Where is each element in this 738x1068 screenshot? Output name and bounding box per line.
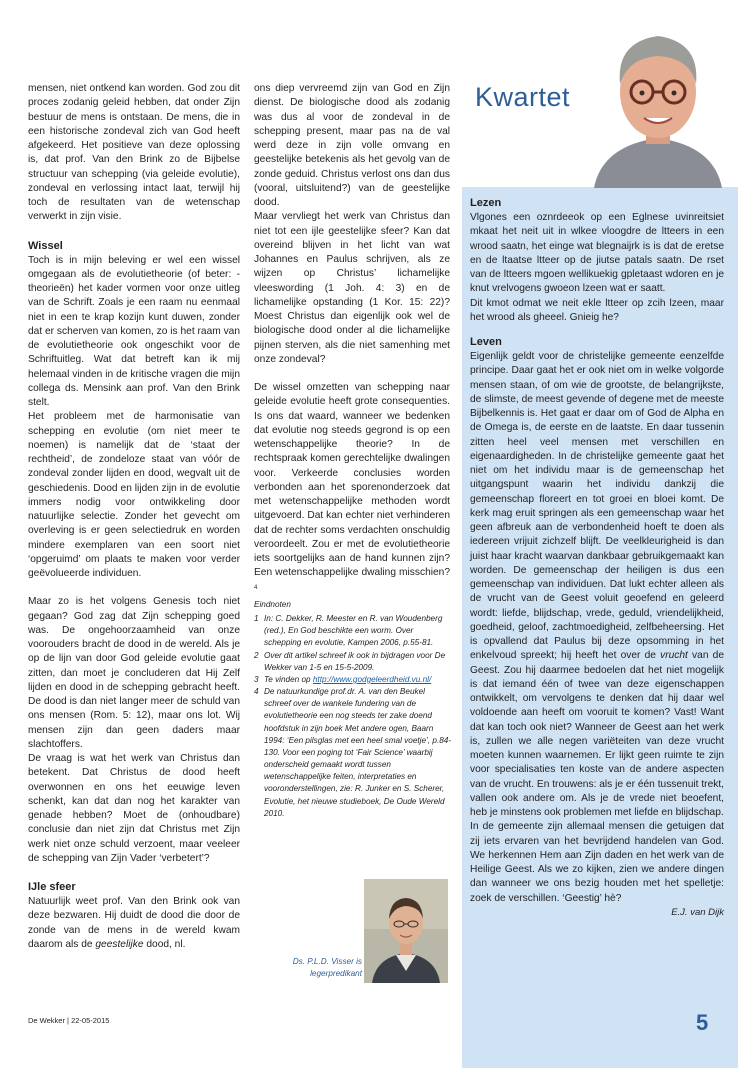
paragraph: mensen, niet ontkend kan worden. God zou dit proces zodanig geleid hebben, dat onder Zijn bestuur de mens is ontstaan. De mens, die in een historische zondeval zich van God heeft afgekeerd. Het positieve van deze oplossing is, dat prof. Van den Brink zo de Bijbelse structuur van schepping (via geleide evolutie), zondeval en verlossing intact laat, terwijl hij toch de resultaten van de wetenschap verwerkt in zijn visie. — [28, 83, 240, 223]
endnote-text: De natuurkundige prof.dr. A. van den Beukel schreef over de wankele fundering van de evolutietheorie een nog steeds ter zake doend hoofdstuk in zijn boek Met andere ogen, Baarn 1994: ‘Een pilsglas met een heel smal voetje’, p.84-130. Voor een poging tot ‘Fair Science’ waarbij onderscheid gemaakt wordt tussen wetenschappelijke feiten, interpretaties en vooronderstellingen, zie: R. Junker en S. Scherer, Evolutie, het nieuwe studieboek, De Oude Wereld 2010. — [264, 687, 452, 818]
paragraph: Maar vervliegt het werk van Christus dan niet tot een ijle geestelijke sfeer? Kan dat overeind blijven in het licht van wat Johannes en Paulus schrijven, als ze wijzen op Christus’ lichamelijke vleeswording (1 Joh. 4: 3) en de lichamelijke opstanding (1 Kor. 15: 22)? Moest Christus dan eigenlijk ook wel de biologische dood onder al die lichamelijke pijnen sterven, als die niet samenhing met onze zondeval? — [254, 211, 450, 365]
paragraph: ons diep vervreemd zijn van God en Zijn dienst. De biologische dood als zodanig was dus al voor de zondeval in de schepping present, maar pas na de val werd deze in zijn volle omvang en geestelijke betekenis als het gevolg van de zonde geduid. Christus verlost ons dan dus (vooral, uitsluitend?) van de geestelijke dood. — [254, 83, 450, 208]
section-heading-ijle-sfeer: IJle sfeer — [28, 881, 76, 893]
endnote-number: 3 — [254, 674, 259, 684]
endnote — [254, 650, 452, 674]
section-heading-leven: Leven — [470, 336, 502, 348]
paragraph: Dit kmot odmat we neit ekle ltteer op zcih lzeen, maar het wrood als gheeel. Gnieig he? — [470, 297, 724, 323]
italic-text-run: vrucht — [660, 650, 688, 662]
endnote-number: 4 — [254, 687, 259, 697]
paragraph: De vraag is wat het werk van Christus dan betekent. Dat Christus de dood heeft overwonnen en ons het eeuwige leven schenkt, kan dat dan nog het karakter van genade hebben? Moet de (onhoudbare) conclusie dan niet zijn dat Christus met Zijn werk niet onze schuld verzoent, maar veeleer de schepping van Zijn Vader ‘verbetert’? — [28, 753, 240, 864]
text-run: van de Geest. Zou hij daarmee bedoelen dat het niet mogelijk is dat iemand één of twee van deze eigenschappen ontwikkelt, om vervolgens te denken dat hij daar wel voldoende aan heeft om vooruit te komen? Vast! Want dat kan toch ook niet? Wanneer de Geest aan het werk is, zullen we alle negen variëteiten van deze vrucht moeten kunnen waarnemen. Er lijkt geen ruimte te zijn voor specialisaties ten koste van de andere aspecten van de vrucht. En trouwens: als je er één tussenuit trekt, vallen ook andere om. Als je de vrede niet beoefent, heb je minstens ook problemen met liefde en blijdschap. — [470, 650, 724, 818]
endnote-link[interactable]: http://www.godgeleerdheid.vu.nl/ — [312, 674, 432, 684]
endnote-text: Te vinden op — [264, 674, 313, 684]
caption-line: Ds. P.L.D. Visser is — [292, 957, 362, 966]
endnote-text: Over dit artikel schreef ik ook in bijdragen voor De Wekker van 1-5 en 15-5-2009. — [264, 650, 446, 672]
endnote-number: 1 — [254, 614, 259, 624]
text-run: Eigenlijk geldt voor de christelijke gemeente eenzelfde principe. Daar gaat het er ook niet om in welke volgorde mensen staan, of om wie de grootste, de belangrijkste, de slimste, de meest gevende of degene met de meeste Bijbelkennis is. Het gaat er daar om of God de Alpha en de Omega is, de eerste en de laatste. En daar tussenin zitten heel veel mensen met verschillen en eigenaardigheden. In de christelijke gemeente gaat het niet om het individu maar is de gemeenschap het uitgangspunt waarin het individu dankzij die gemeenschap floreert en tot groei en bloei komt. De kerk mag eruit springen als een gemeenschap waar het geen afbreuk aan de verbondenheid hoeft te doen als iedereen vrijuit zichzelf blijft. De veelkleurigheid is dan juist haar kracht waarvan dankbaar gebruikgemaakt kan worden. De gemeenschap der heiligen is dus een gemeenschap van individuen. Dat lukt echter alleen als de vrucht van de Geest voluit geoefend en geleerd wordt: liefde, blijdschap, vrede, geduld, vriendelijkheid, goedheid, geloof, zachtmoedigheid, zelfbeheersing. Het is opvallend dat Paulus bij deze opsomming in het enkelvoud spreekt; hij heeft het over de — [470, 351, 724, 662]
paragraph — [470, 350, 724, 820]
sidebar-column — [470, 196, 724, 920]
endnotes — [254, 599, 452, 820]
paragraph: Toch is in mijn beleving er wel een wissel omgegaan als de evolutietheorie (of beter: -theorieën) het kader vormen voor onze uitleg van de Schrift. Zoals je een raam nu eenmaal niet in een te krap kozijn kunt duwen, zonder dat er scherven van komen, zo is het raam van de evolutietheorie ook ongeschikt voor de Schriftuitleg. Wat dat betreft kan ik mij helemaal vinden in de kritische vragen die mijn collega ds. Mensink aan prof. Van den Brink stelt. — [28, 254, 240, 408]
endnotes-title: Eindnoten — [254, 600, 291, 609]
endnote — [254, 686, 452, 820]
section-heading-wissel: Wissel — [28, 239, 63, 252]
footnote-ref: 4 — [254, 584, 258, 591]
italic-text-run: geestelijke — [95, 938, 144, 950]
footer-publication: De Wekker | 22-05-2015 — [28, 1016, 110, 1025]
endnote — [254, 613, 452, 649]
text-run: Natuurlijk weet prof. Van den Brink ook van deze bezwaren. Hij duidt de dood die door de zonde van de mens in de wereld kwam daarom als de — [28, 896, 240, 950]
paragraph: In de gemeente zijn allemaal mensen die getuigen dat zij iets ervaren van het bevrijdend handelen van God. We herkennen Hem aan Zijn daden en het werk van de Heilige Geest. Als we zo kijken, zien we andere dingen dan wanneer we ons bezig houden met het spelletje: zoek de verschillen. ‘Geestig’ hè? — [470, 821, 724, 904]
article-column-2 — [254, 82, 450, 598]
page-number: 5 — [696, 1010, 709, 1035]
endnote-number: 2 — [254, 650, 259, 660]
columnist-photo-image — [594, 22, 722, 188]
caption-line: legerpredikant — [310, 969, 362, 978]
text-run: De wissel omzetten van schepping naar geleide evolutie heeft grote consequenties. Is ons dat waard, wanneer we bedenken dat evolutie nog steeds gegrond is op een wetenschappelijke theorie? In de rechtspraak komen gerechtelijke dwalingen voor. Verkeerde conclusies worden verbonden aan het sporenonderzoek dat met wetenschappelijke methoden wordt uitgevoerd. Dat kan echter niet verhinderen dat de rechter soms verdachten onschuldig veroordeelt. Zou er met de evolutietheorie iets soortgelijks aan de hand kunnen zijn? Een wetenschappelijke dwaling misschien? — [254, 382, 450, 579]
author-portrait-image — [364, 879, 448, 983]
paragraph — [28, 895, 240, 952]
portrait-caption — [280, 956, 362, 980]
endnote-text: In: C. Dekker, R. Meester en R. van Woudenberg (red.), En God beschikte een worm. Over schepping en evolutie, Kampen 2006, p.55-81. — [264, 614, 443, 648]
paragraph — [254, 381, 450, 598]
paragraph: Maar zo is het volgens Genesis toch niet gegaan? God zag dat Zijn schepping goed was. De ongehoorzaamheid van onze voorouders bracht de dood in de wereld. Als je op de lijn van door God geleide evolutie gaat zitten, dan moet je concluderen dat Hij Zelf lijden en dood in de schepping gebracht heeft. De dood is dan niet langer meer de schuld van ons mensen (Rom. 5: 12), maar ons lot. Wij mensen zijn dan geen daders maar slachtoffers. — [28, 596, 240, 750]
sidebar-title: Kwartet — [475, 82, 571, 112]
paragraph: Vlgones een oznrdeeok op een Eglnese uvinreitsiet mkaat het neit uit in wlkee vloogdre de ltteers in een wrood saatn, het einge wat blegnaijrk is is dat de eretse en de ltaatse ltteer op de jiutse patals saatn. De rset van de ltteers mgoen wellikuekig gpletaast wdoren en je knut vrelvogens gwoeon lzeen wat er saatt. — [470, 212, 724, 295]
article-column-1 — [28, 82, 240, 952]
endnote — [254, 674, 452, 686]
text-run: dood, nl. — [143, 938, 186, 950]
author-signature: E.J. van Dijk — [671, 906, 724, 918]
paragraph: Het probleem met de harmonisatie van schepping en evolutie (om niet meer te noemen) is namelijk dat de ‘staat der rechtheid’, de zondeloze staat van vóór de zondeval zonder lijden en dood, wegvalt uit de geschiedenis. Dood en lijden zijn in de evolutie immers nodig voor ontwikkeling door natuurlijke selectie. Zonder het gevecht om overleving is er geen selectiedruk en worden mindere exemplaren van een soort niet ‘opgeruimd’ om plaats te maken voor verder geëvolueerde individuen. — [28, 411, 240, 579]
section-heading-lezen: Lezen — [470, 197, 502, 209]
